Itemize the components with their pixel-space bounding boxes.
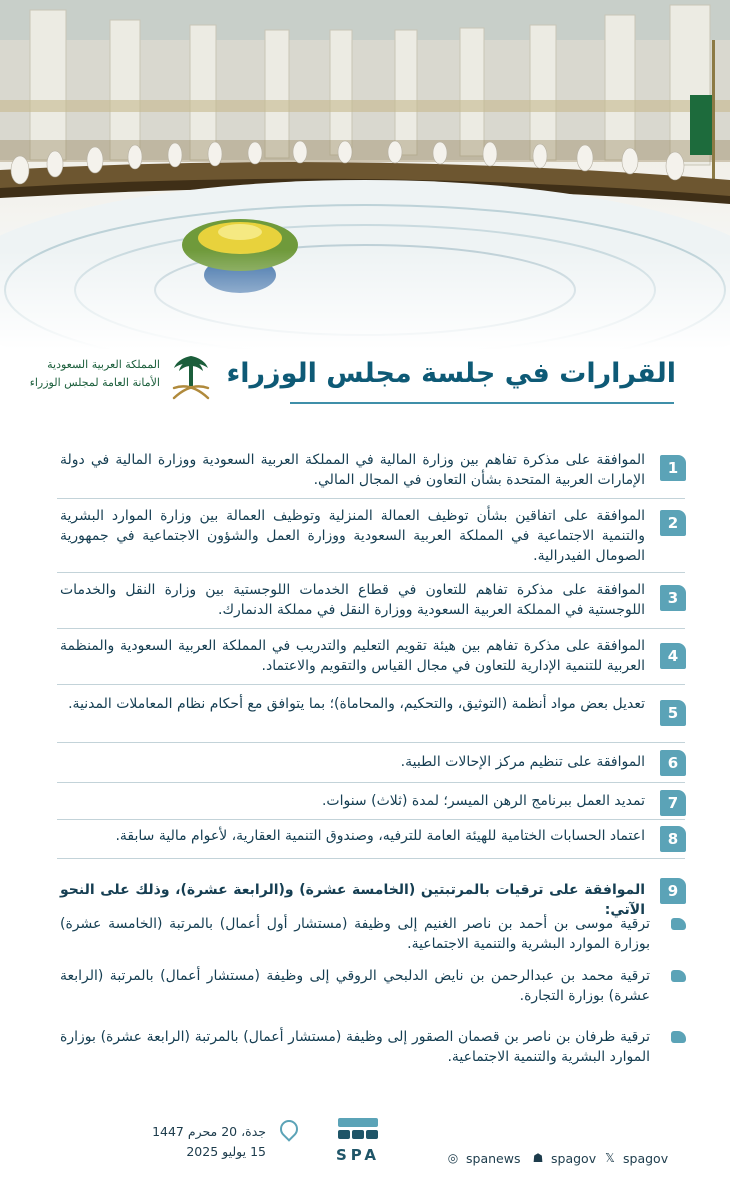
decision-item: الموافقة على مذكرة تفاهم بين وزارة المالية في المملكة العربية السعودية ووزارة المالية في دولة الإمارات العربية المتحدة بشأن التعاون في المجال المالي.	[60, 452, 645, 488]
item-number-badge: 4	[660, 643, 686, 669]
divider	[57, 819, 685, 820]
spa-logo-text: SPA	[336, 1146, 381, 1164]
social-handle: spagov	[551, 1150, 597, 1166]
item-number-badge: 5	[660, 700, 686, 726]
social-handle: spagov	[623, 1150, 669, 1166]
divider	[57, 782, 685, 783]
decision-item: تعديل بعض مواد أنظمة (التوثيق، والتحكيم، والمحاماة)؛ بما يتوافق مع أحكام نظام المعاملات المدنية.	[68, 696, 645, 712]
location-pin-icon	[276, 1116, 301, 1141]
council-chamber-illustration	[0, 0, 730, 350]
item-number-badge: 2	[660, 510, 686, 536]
divider	[57, 858, 685, 859]
footer	[0, 1110, 730, 1200]
divider	[57, 572, 685, 573]
item-number-badge: 9	[660, 878, 686, 904]
location-date-hijri: جدة، 20 محرم 1447	[152, 1124, 266, 1139]
decision-item: الموافقة على اتفاقين بشأن توظيف العمالة المنزلية وتوظيف العمالة بين وزارة الموارد البشرية والتنمية الاجتماعية في المملكة العربية السعودية ووزارة العمل والشؤون الاجتماعية في جمهورية الصومال الفيدرالية.	[60, 508, 645, 564]
date-location	[152, 1122, 266, 1162]
social-snapchat[interactable]	[530, 1150, 596, 1166]
decision-item: الموافقة على ترقيات بالمرتبتين (الخامسة عشرة) و(الرابعة عشرة)، وذلك على النحو الآتي:	[60, 882, 645, 918]
page-header	[0, 340, 730, 410]
emblem-line-2: الأمانة العامة لمجلس الوزراء	[29, 376, 160, 389]
social-instagram[interactable]	[445, 1150, 520, 1166]
palm-swords-icon	[166, 352, 216, 402]
item-number-badge: 3	[660, 585, 686, 611]
hero-photo	[0, 0, 730, 350]
decision-item: الموافقة على مذكرة تفاهم للتعاون في قطاع الخدمات اللوجستية بين وزارة النقل والخدمات اللوجستية في المملكة العربية السعودية ووزارة النقل في مملكة الدنمارك.	[60, 582, 645, 618]
title-underline	[290, 402, 674, 404]
decision-item: الموافقة على مذكرة تفاهم بين هيئة تقويم التعليم والتدريب في المملكة العربية السعودية والمنظمة العربية للتنمية الإدارية للتعاون في مجال القياس والتقويم والاعتماد.	[60, 638, 645, 674]
divider	[57, 498, 685, 499]
item-number-badge: 7	[660, 790, 686, 816]
cabinet-emblem	[29, 352, 216, 402]
promotion-item: ترقية محمد بن عبدالرحمن بن نايض الدلبحي الروقي إلى وظيفة (مستشار أعمال) بالمرتبة (الرابعة عشرة) بوزارة التجارة.	[60, 968, 650, 1004]
sub-bullet-icon	[671, 1031, 686, 1043]
x-icon: 𝕏	[605, 1151, 615, 1165]
emblem-wordmark	[29, 356, 160, 392]
decision-item: اعتماد الحسابات الختامية للهيئة العامة للترفيه، وصندوق التنمية العقارية، لأعوام مالية سابقة.	[115, 828, 645, 844]
item-number-badge: 1	[660, 455, 686, 481]
social-handle: spanews	[466, 1150, 521, 1166]
snapchat-icon: ☗	[532, 1151, 544, 1165]
item-number-badge: 8	[660, 826, 686, 852]
spa-logo-mark-icon	[336, 1116, 380, 1142]
divider	[57, 684, 685, 685]
instagram-icon: ◎	[447, 1151, 459, 1165]
sub-bullet-icon	[671, 918, 686, 930]
decision-item: الموافقة على تنظيم مركز الإحالات الطبية.	[400, 754, 645, 770]
spa-logo	[336, 1116, 380, 1164]
divider	[57, 742, 685, 743]
social-x[interactable]	[602, 1150, 668, 1166]
item-number-badge: 6	[660, 750, 686, 776]
promotion-item: ترقية موسى بن أحمد بن ناصر الغنيم إلى وظيفة (مستشار أول أعمال) بالمرتبة (الخامسة عشرة) بوزارة الموارد البشرية والتنمية الاجتماعية.	[60, 916, 650, 952]
location-date-gregorian: 15 يوليو 2025	[186, 1144, 266, 1159]
decision-item: تمديد العمل ببرنامج الرهن الميسر؛ لمدة (ثلاث) سنوات.	[321, 793, 645, 809]
promotion-item: ترقية ظرفان بن ناصر بن قصمان الصقور إلى وظيفة (مستشار أعمال) بالمرتبة (الرابعة عشرة) بوزارة الموارد البشرية والتنمية الاجتماعية.	[60, 1029, 650, 1065]
emblem-line-1: المملكة العربية السعودية	[47, 358, 160, 371]
divider	[57, 628, 685, 629]
sub-bullet-icon	[671, 970, 686, 982]
page-title: القرارات في جلسة مجلس الوزراء	[226, 358, 676, 389]
